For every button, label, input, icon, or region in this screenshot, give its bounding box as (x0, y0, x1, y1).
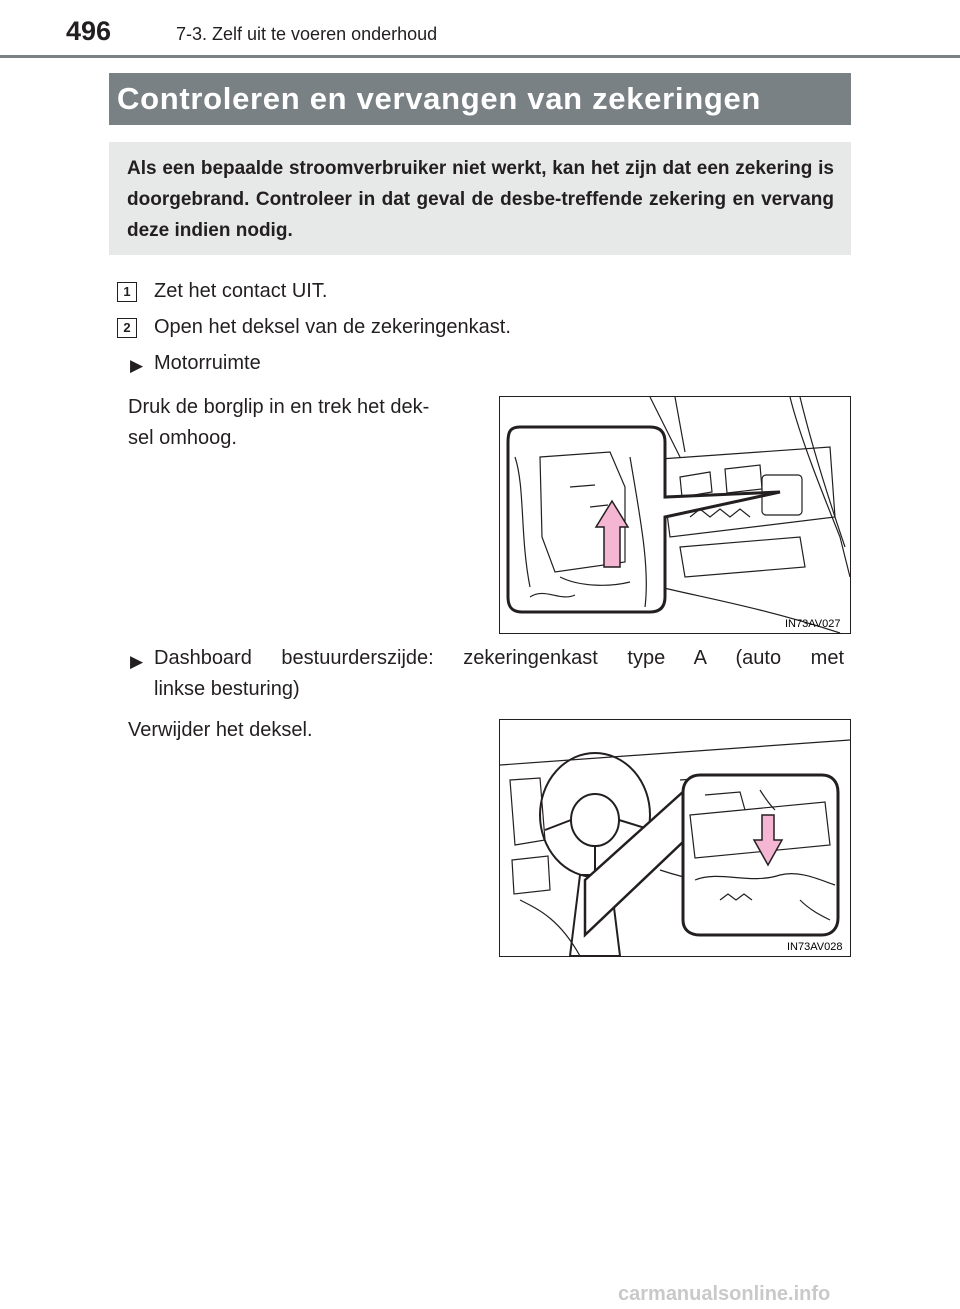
intro-text: Als een bepaalde stroomverbruiker niet werkt, kan het zijn dat een zekering is doorgebrand. Controleer in dat geval de desbe-treffende zekering en vervang deze indien nodig. (127, 158, 834, 241)
section-heading: 7-3. Zelf uit te voeren onderhoud (176, 24, 438, 44)
subsection-heading-dashboard-line2: linkse besturing) (154, 678, 300, 700)
instruction-engine-line1: Druk de borglip in en trek het dek- (128, 396, 430, 418)
step-text-1: Zet het contact UIT. (154, 280, 328, 302)
figure-code-dashboard: IN73AV028 (787, 941, 843, 953)
dashboard-fuse-box-illustration (499, 719, 851, 957)
bullet-icon: ▶ (130, 652, 144, 671)
intro-box (109, 142, 851, 255)
step-number-2: 2 (117, 318, 137, 338)
engine-fuse-box-illustration (499, 396, 851, 634)
step-number-1: 1 (117, 282, 137, 302)
watermark: carmanualsonline.info (618, 1283, 831, 1305)
figure-code-engine: IN73AV027 (785, 618, 841, 630)
page-number: 496 (66, 16, 112, 46)
subsection-heading-dashboard-line1: Dashboard bestuurderszijde: zekeringenkast type A (auto met (154, 647, 844, 669)
bullet-icon: ▶ (130, 356, 144, 375)
step-text-2: Open het deksel van de zekeringenkast. (154, 316, 511, 338)
page-title: Controleren en vervangen van zekeringen (109, 73, 851, 125)
instruction-dashboard: Verwijder het deksel. (128, 719, 313, 741)
instruction-engine-line2: sel omhoog. (128, 427, 237, 449)
header-rule (0, 55, 960, 58)
subsection-heading-engine: Motorruimte (154, 352, 261, 374)
